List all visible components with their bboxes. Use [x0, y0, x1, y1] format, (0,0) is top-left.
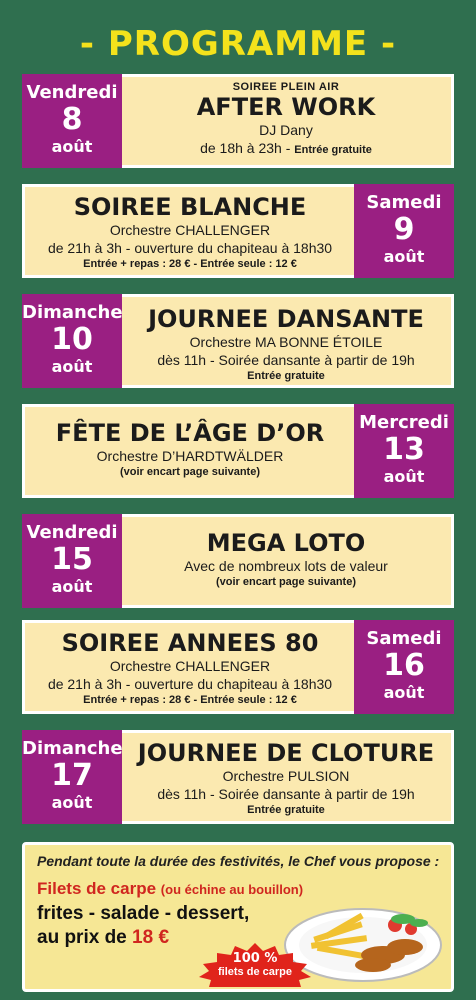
event-title: JOURNEE DANSANTE	[148, 305, 424, 333]
event-prices: Entrée + repas : 28 € - Entrée seule : 12 €	[83, 694, 297, 706]
event-schedule: dès 11h - Soirée dansante à partir de 19h	[157, 352, 415, 368]
event-note: (voir encart page suivante)	[216, 576, 356, 588]
event-performer: Orchestre D’HARDTWÄLDER	[96, 448, 284, 464]
date-box	[22, 294, 122, 388]
event-month: août	[51, 357, 93, 376]
event-day: Vendredi	[26, 522, 118, 543]
date-box	[354, 620, 454, 714]
event-title: AFTER WORK	[196, 93, 376, 121]
event-schedule: de 21h à 3h - ouverture du chapiteau à 18h30	[47, 240, 333, 256]
event-content	[29, 409, 351, 480]
event-kicker: SOIREE PLEIN AIR	[232, 81, 340, 93]
event-description: Avec de nombreux lots de valeur	[184, 558, 388, 574]
event-title: SOIREE BLANCHE	[73, 193, 307, 221]
badge-percent: 100 %	[232, 951, 278, 966]
offer-intro: Pendant toute la durée des festivités, le Chef vous propose :	[37, 853, 440, 869]
date-box	[22, 514, 122, 608]
event-month: août	[51, 793, 93, 812]
event-entry: Entrée gratuite	[247, 804, 325, 816]
date-box	[354, 404, 454, 498]
offer-badge	[195, 943, 315, 987]
event-schedule: de 21h à 3h - ouverture du chapiteau à 18h30	[47, 676, 333, 692]
event-card-mega-loto	[22, 514, 454, 608]
event-month: août	[51, 137, 93, 156]
event-date-number: 10	[51, 322, 93, 357]
date-box	[354, 184, 454, 278]
event-card-soiree-blanche	[22, 184, 454, 278]
event-performer: Orchestre CHALLENGER	[109, 222, 271, 238]
event-content	[125, 79, 447, 158]
event-day: Dimanche	[22, 302, 123, 323]
date-box	[22, 74, 122, 168]
event-performer: Orchestre MA BONNE ÉTOILE	[189, 334, 383, 350]
event-date-number: 16	[383, 648, 425, 683]
event-date-number: 13	[383, 432, 425, 467]
offer-dish-alternative: (ou échine au bouillon)	[160, 882, 304, 897]
offer-dish-name: Filets de carpe	[37, 879, 157, 898]
event-card-journee-cloture	[22, 730, 454, 824]
date-box	[22, 730, 122, 824]
event-day: Mercredi	[359, 412, 449, 433]
event-day: Samedi	[366, 628, 442, 649]
event-month: août	[51, 577, 93, 596]
chef-offer-box	[22, 842, 454, 992]
event-day: Vendredi	[26, 82, 118, 103]
offer-price-label: au prix de	[37, 927, 127, 948]
event-entry: Entrée gratuite	[294, 144, 372, 156]
event-day: Samedi	[366, 192, 442, 213]
offer-price-line	[37, 927, 169, 949]
event-content	[29, 189, 351, 272]
event-date-number: 15	[51, 542, 93, 577]
event-title: FÊTE DE L’ÂGE D’OR	[55, 419, 325, 447]
event-title: JOURNEE DE CLOTURE	[137, 739, 435, 767]
event-card-fete-age-or	[22, 404, 454, 498]
page-title: - PROGRAMME -	[79, 24, 397, 64]
event-content	[125, 519, 447, 590]
event-title: MEGA LOTO	[206, 529, 366, 557]
event-card-after-work	[22, 74, 454, 168]
event-performer: Orchestre CHALLENGER	[109, 658, 271, 674]
event-performer: DJ Dany	[259, 122, 313, 138]
event-schedule	[125, 139, 447, 158]
event-content	[125, 299, 447, 384]
offer-price: 18 €	[132, 927, 170, 948]
event-card-soiree-annees-80	[22, 620, 454, 714]
event-date-number: 8	[61, 102, 83, 137]
event-note: (voir encart page suivante)	[120, 466, 260, 478]
offer-dish	[37, 879, 303, 899]
event-month: août	[383, 683, 425, 702]
event-card-journee-dansante	[22, 294, 454, 388]
event-hours: de 18h à 23h -	[200, 140, 295, 156]
event-entry: Entrée gratuite	[247, 370, 325, 382]
badge-text: filets de carpe	[218, 966, 292, 978]
event-day: Dimanche	[22, 738, 123, 759]
event-month: août	[383, 467, 425, 486]
event-prices: Entrée + repas : 28 € - Entrée seule : 12 €	[83, 258, 297, 270]
event-month: août	[383, 247, 425, 266]
event-schedule: dès 11h - Soirée dansante à partir de 19h	[157, 786, 415, 802]
offer-sides: frites - salade - dessert,	[37, 903, 250, 924]
event-performer: Orchestre PULSION	[222, 768, 350, 784]
event-content	[29, 625, 351, 708]
event-title: SOIREE ANNEES 80	[61, 629, 319, 657]
event-content	[125, 735, 447, 818]
event-date-number: 17	[51, 758, 93, 793]
event-date-number: 9	[393, 212, 415, 247]
